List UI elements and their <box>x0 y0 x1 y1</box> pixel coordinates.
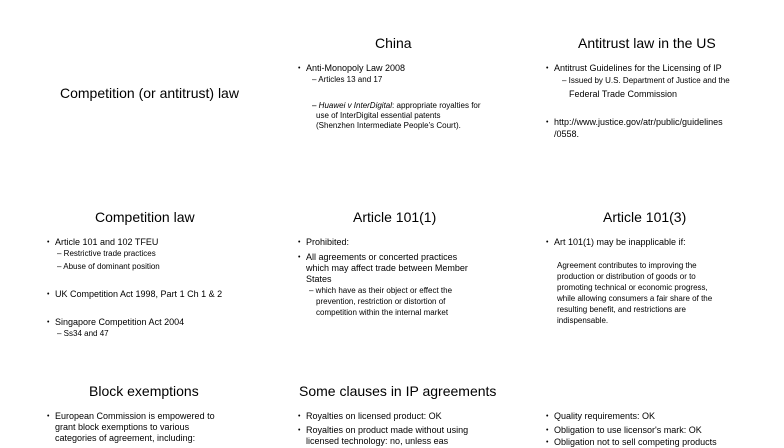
bullet-text: Anti-Monopoly Law 2008 <box>306 63 406 73</box>
bullet-text: States <box>306 274 332 284</box>
bullet-icon: • <box>298 65 301 72</box>
paragraph-line: while allowing consumers a fair share of the <box>557 294 713 303</box>
paragraph-line: Agreement contributes to improving the <box>557 261 697 270</box>
bullet-text: Obligation not to sell competing products <box>554 437 717 447</box>
bullet-icon: • <box>47 413 50 420</box>
paragraph-line: production or distribution of goods or to <box>557 272 696 281</box>
bullet-text: Prohibited: <box>306 237 350 247</box>
bullet-text: Quality requirements: OK <box>554 411 656 421</box>
bullet-icon: • <box>47 291 50 298</box>
sub-bullet-text <box>312 101 481 111</box>
sub-bullet-rest: : appropriate royalties for <box>392 101 481 110</box>
bullet-text: categories of agreement, including: <box>55 433 196 443</box>
slide-title: Antitrust law in the US <box>578 35 716 51</box>
slide-title: Article 101(3) <box>603 209 687 225</box>
sub-bullet-text: (Shenzhen Intermediate People’s Court). <box>316 121 461 130</box>
sub-bullet-text: – Ss34 and 47 <box>57 329 109 338</box>
bullet-text: Royalties on product made without using <box>306 425 469 435</box>
bullet-icon: • <box>546 65 549 72</box>
bullet-icon: • <box>298 239 301 246</box>
bullet-text: Article 101 and 102 TFEU <box>55 237 159 247</box>
slide-title: Some clauses in IP agreements <box>299 383 497 399</box>
sub-bullet-text: – Restrictive trade practices <box>57 249 156 258</box>
paragraph-line: promoting technical or economic progress, <box>557 283 708 292</box>
bullet-icon: • <box>298 254 301 261</box>
sub-bullet-text: competition within the internal market <box>316 308 449 317</box>
bullet-text: licensed technology: no, unless eas <box>306 436 449 446</box>
bullet-text: Obligation to use licensor's mark: OK <box>554 425 702 435</box>
sub-bullet-text: – Issued by U.S. Department of Justice and the <box>562 76 730 85</box>
bullet-icon: • <box>546 439 549 446</box>
bullet-text: Art 101(1) may be inapplicable if: <box>554 237 686 247</box>
case-name: – Huawei v InterDigital <box>312 101 393 110</box>
slide-1-text: Competition (or antitrust) law <box>60 85 239 101</box>
bullet-icon: • <box>47 239 50 246</box>
sub-bullet-text: prevention, restriction or distortion of <box>316 297 446 306</box>
bullet-icon: • <box>47 319 50 326</box>
sub-bullet-text: Federal Trade Commission <box>569 89 678 99</box>
bullet-text: Antitrust Guidelines for the Licensing of IP <box>554 63 722 73</box>
sub-bullet-text: use of InterDigital essential patents <box>316 111 441 120</box>
bullet-icon: • <box>546 239 549 246</box>
bullet-text: grant block exemptions to various <box>55 422 190 432</box>
slide-title: Block exemptions <box>89 383 199 399</box>
paragraph-line: indispensable. <box>557 316 609 325</box>
bullet-icon: • <box>546 413 549 420</box>
bullet-text: All agreements or concerted practices <box>306 252 458 262</box>
slide-title: China <box>375 35 412 51</box>
bullet-icon: • <box>546 119 549 126</box>
bullet-text: Royalties on licensed product: OK <box>306 411 442 421</box>
bullet-icon: • <box>546 427 549 434</box>
slide-title: Article 101(1) <box>353 209 437 225</box>
bullet-text: http://www.justice.gov/atr/public/guidelines <box>554 117 723 127</box>
bullet-text: /0558. <box>554 129 580 139</box>
sub-bullet-text: – Abuse of dominant position <box>57 262 160 271</box>
slide-title: Competition law <box>95 209 195 225</box>
sub-bullet-text: – which have as their object or effect the <box>309 286 453 295</box>
sub-bullet-text: – Articles 13 and 17 <box>312 75 383 84</box>
bullet-icon: • <box>298 413 301 420</box>
bullet-icon: • <box>298 427 301 434</box>
bullet-text: Singapore Competition Act 2004 <box>55 317 185 327</box>
bullet-text: UK Competition Act 1998, Part 1 Ch 1 & 2 <box>55 289 223 299</box>
bullet-text: European Commission is empowered to <box>55 411 215 421</box>
bullet-text: which may affect trade between Member <box>306 263 468 273</box>
paragraph-line: resulting benefit, and restrictions are <box>557 305 686 314</box>
